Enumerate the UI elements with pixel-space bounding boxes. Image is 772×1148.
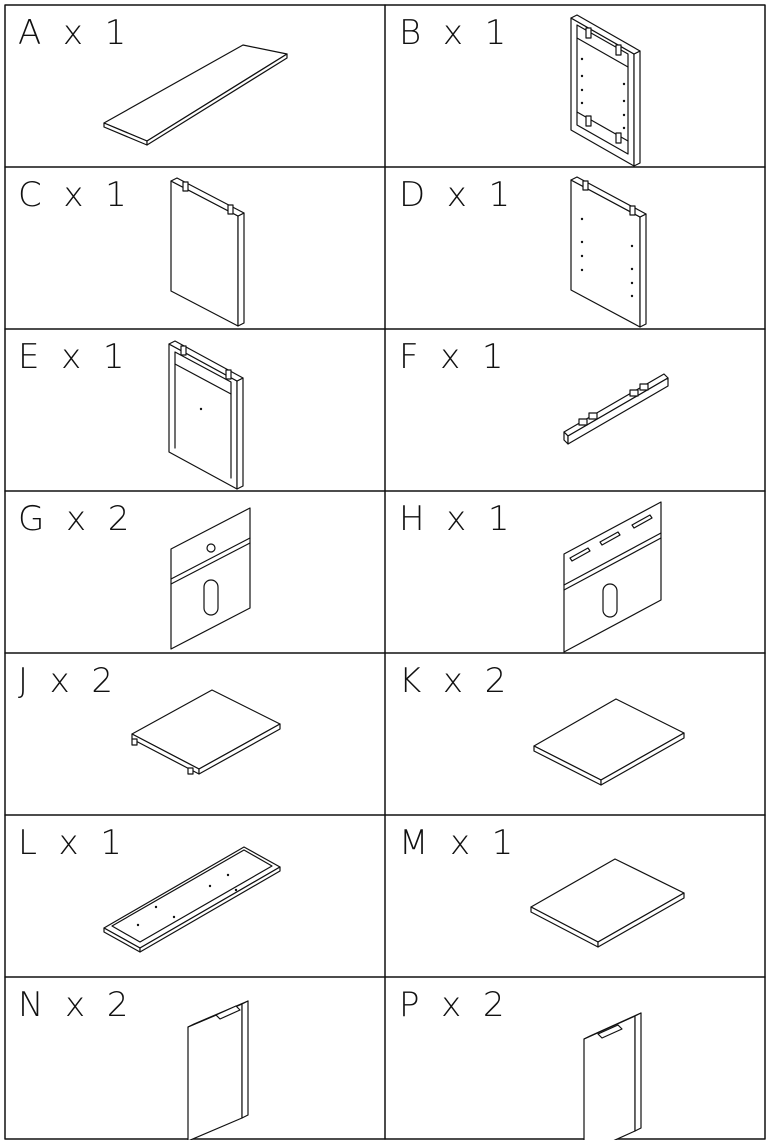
part-c-drawing [171, 178, 244, 326]
part-l-drawing [104, 847, 280, 952]
part-a-drawing [104, 45, 287, 145]
part-label-k: K x 2 [399, 661, 507, 701]
part-k-drawing [534, 699, 684, 785]
part-e-drawing [169, 341, 243, 489]
part-label-l: L x 1 [18, 823, 122, 863]
parts-list-sheet [4, 4, 766, 1140]
part-g-drawing [171, 508, 250, 649]
part-label-e: E x 1 [18, 337, 125, 377]
part-label-n: N x 2 [18, 985, 129, 1025]
part-label-f: F x 1 [399, 337, 504, 377]
part-label-a: A x 1 [18, 13, 127, 53]
part-b-drawing [571, 15, 640, 166]
part-label-p: P x 2 [399, 985, 505, 1025]
part-label-j: J x 2 [18, 661, 114, 701]
part-f-drawing [564, 374, 668, 444]
part-j-drawing [132, 690, 280, 774]
part-n-drawing [188, 1001, 248, 1140]
part-label-m: M x 1 [399, 823, 514, 863]
part-label-b: B x 1 [399, 13, 507, 53]
part-h-drawing [564, 502, 661, 652]
part-label-g: G x 2 [18, 499, 130, 539]
part-label-d: D x 1 [399, 175, 511, 215]
part-d-drawing [571, 177, 646, 327]
part-label-h: H x 1 [399, 499, 510, 539]
part-p-drawing [584, 1013, 641, 1140]
part-label-c: C x 1 [18, 175, 127, 215]
part-m-drawing [531, 859, 684, 947]
